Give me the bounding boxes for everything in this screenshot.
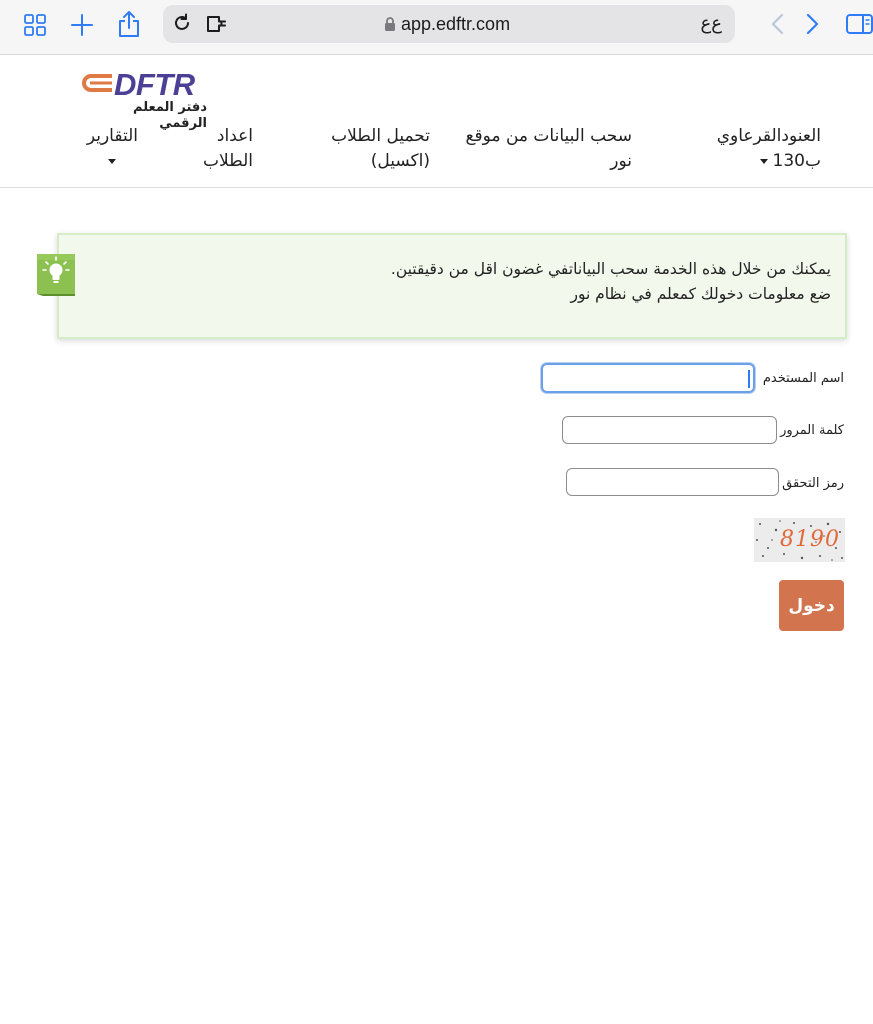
lock-icon bbox=[384, 16, 396, 36]
logo-wordmark: DFTR bbox=[114, 67, 195, 102]
captcha-image bbox=[754, 518, 845, 562]
nav-excel-line2: (اكسيل) bbox=[370, 151, 430, 171]
browser-toolbar bbox=[0, 0, 873, 55]
nav-student-setup[interactable] bbox=[173, 124, 253, 174]
extension-puzzle-icon[interactable] bbox=[206, 14, 230, 38]
url-text[interactable]: app.edftr.com bbox=[401, 14, 511, 34]
reader-aa-button[interactable]: ﻉﻉ bbox=[700, 13, 722, 34]
site-logo[interactable] bbox=[82, 66, 212, 131]
text-cursor bbox=[748, 370, 750, 388]
nav-prep-line2: الطلاب bbox=[203, 151, 253, 171]
lightbulb-icon bbox=[37, 254, 75, 296]
book-logo-icon bbox=[82, 72, 116, 102]
info-alert bbox=[57, 233, 847, 339]
back-chevron-icon[interactable] bbox=[767, 12, 787, 36]
alert-line-2: ضع معلومات دخولك كمعلم في نظام نور bbox=[570, 285, 831, 303]
nav-prep-line1: اعداد bbox=[216, 126, 253, 146]
share-icon[interactable] bbox=[116, 9, 142, 39]
new-tab-plus-icon[interactable] bbox=[70, 13, 94, 37]
username-label: اسم المستخدم bbox=[762, 371, 844, 386]
username-input[interactable] bbox=[541, 363, 755, 393]
address-bar[interactable] bbox=[163, 5, 735, 43]
captcha-input[interactable] bbox=[566, 468, 779, 496]
nav-noor-line2: نور bbox=[610, 151, 632, 171]
logo-subtitle: دفتر المعلم الرقمي bbox=[133, 100, 207, 131]
nav-reports-label: التقارير bbox=[86, 126, 138, 146]
dropdown-caret-icon bbox=[108, 159, 116, 164]
nav-noor-sync[interactable] bbox=[452, 124, 632, 174]
nav-user-name: العنودالقرعاوي bbox=[716, 126, 821, 146]
login-button[interactable]: دخول bbox=[779, 580, 844, 631]
nav-noor-line1: سحب البيانات من موقع bbox=[465, 126, 632, 146]
alert-line-1: يمكنك من خلال هذه الخدمة سحب البياناتفي غضون اقل من دقيقتين. bbox=[390, 260, 831, 278]
reload-icon[interactable] bbox=[172, 13, 192, 37]
header-divider bbox=[0, 187, 873, 188]
sidebar-icon[interactable] bbox=[845, 12, 873, 36]
captcha-label: رمز التحقق bbox=[782, 476, 844, 491]
tab-overview-icon[interactable] bbox=[23, 13, 47, 37]
forward-chevron-icon[interactable] bbox=[803, 12, 823, 36]
captcha-code: 8190 bbox=[780, 527, 840, 552]
dropdown-caret-icon bbox=[760, 159, 768, 164]
password-label: كلمة المرور bbox=[780, 423, 844, 438]
nav-excel-line1: تحميل الطلاب bbox=[331, 126, 430, 146]
nav-excel-import[interactable] bbox=[310, 124, 430, 174]
nav-user-menu[interactable] bbox=[691, 124, 821, 174]
nav-reports-menu[interactable] bbox=[68, 124, 138, 174]
nav-user-school: ب130 bbox=[772, 151, 821, 171]
password-input[interactable] bbox=[562, 416, 777, 444]
